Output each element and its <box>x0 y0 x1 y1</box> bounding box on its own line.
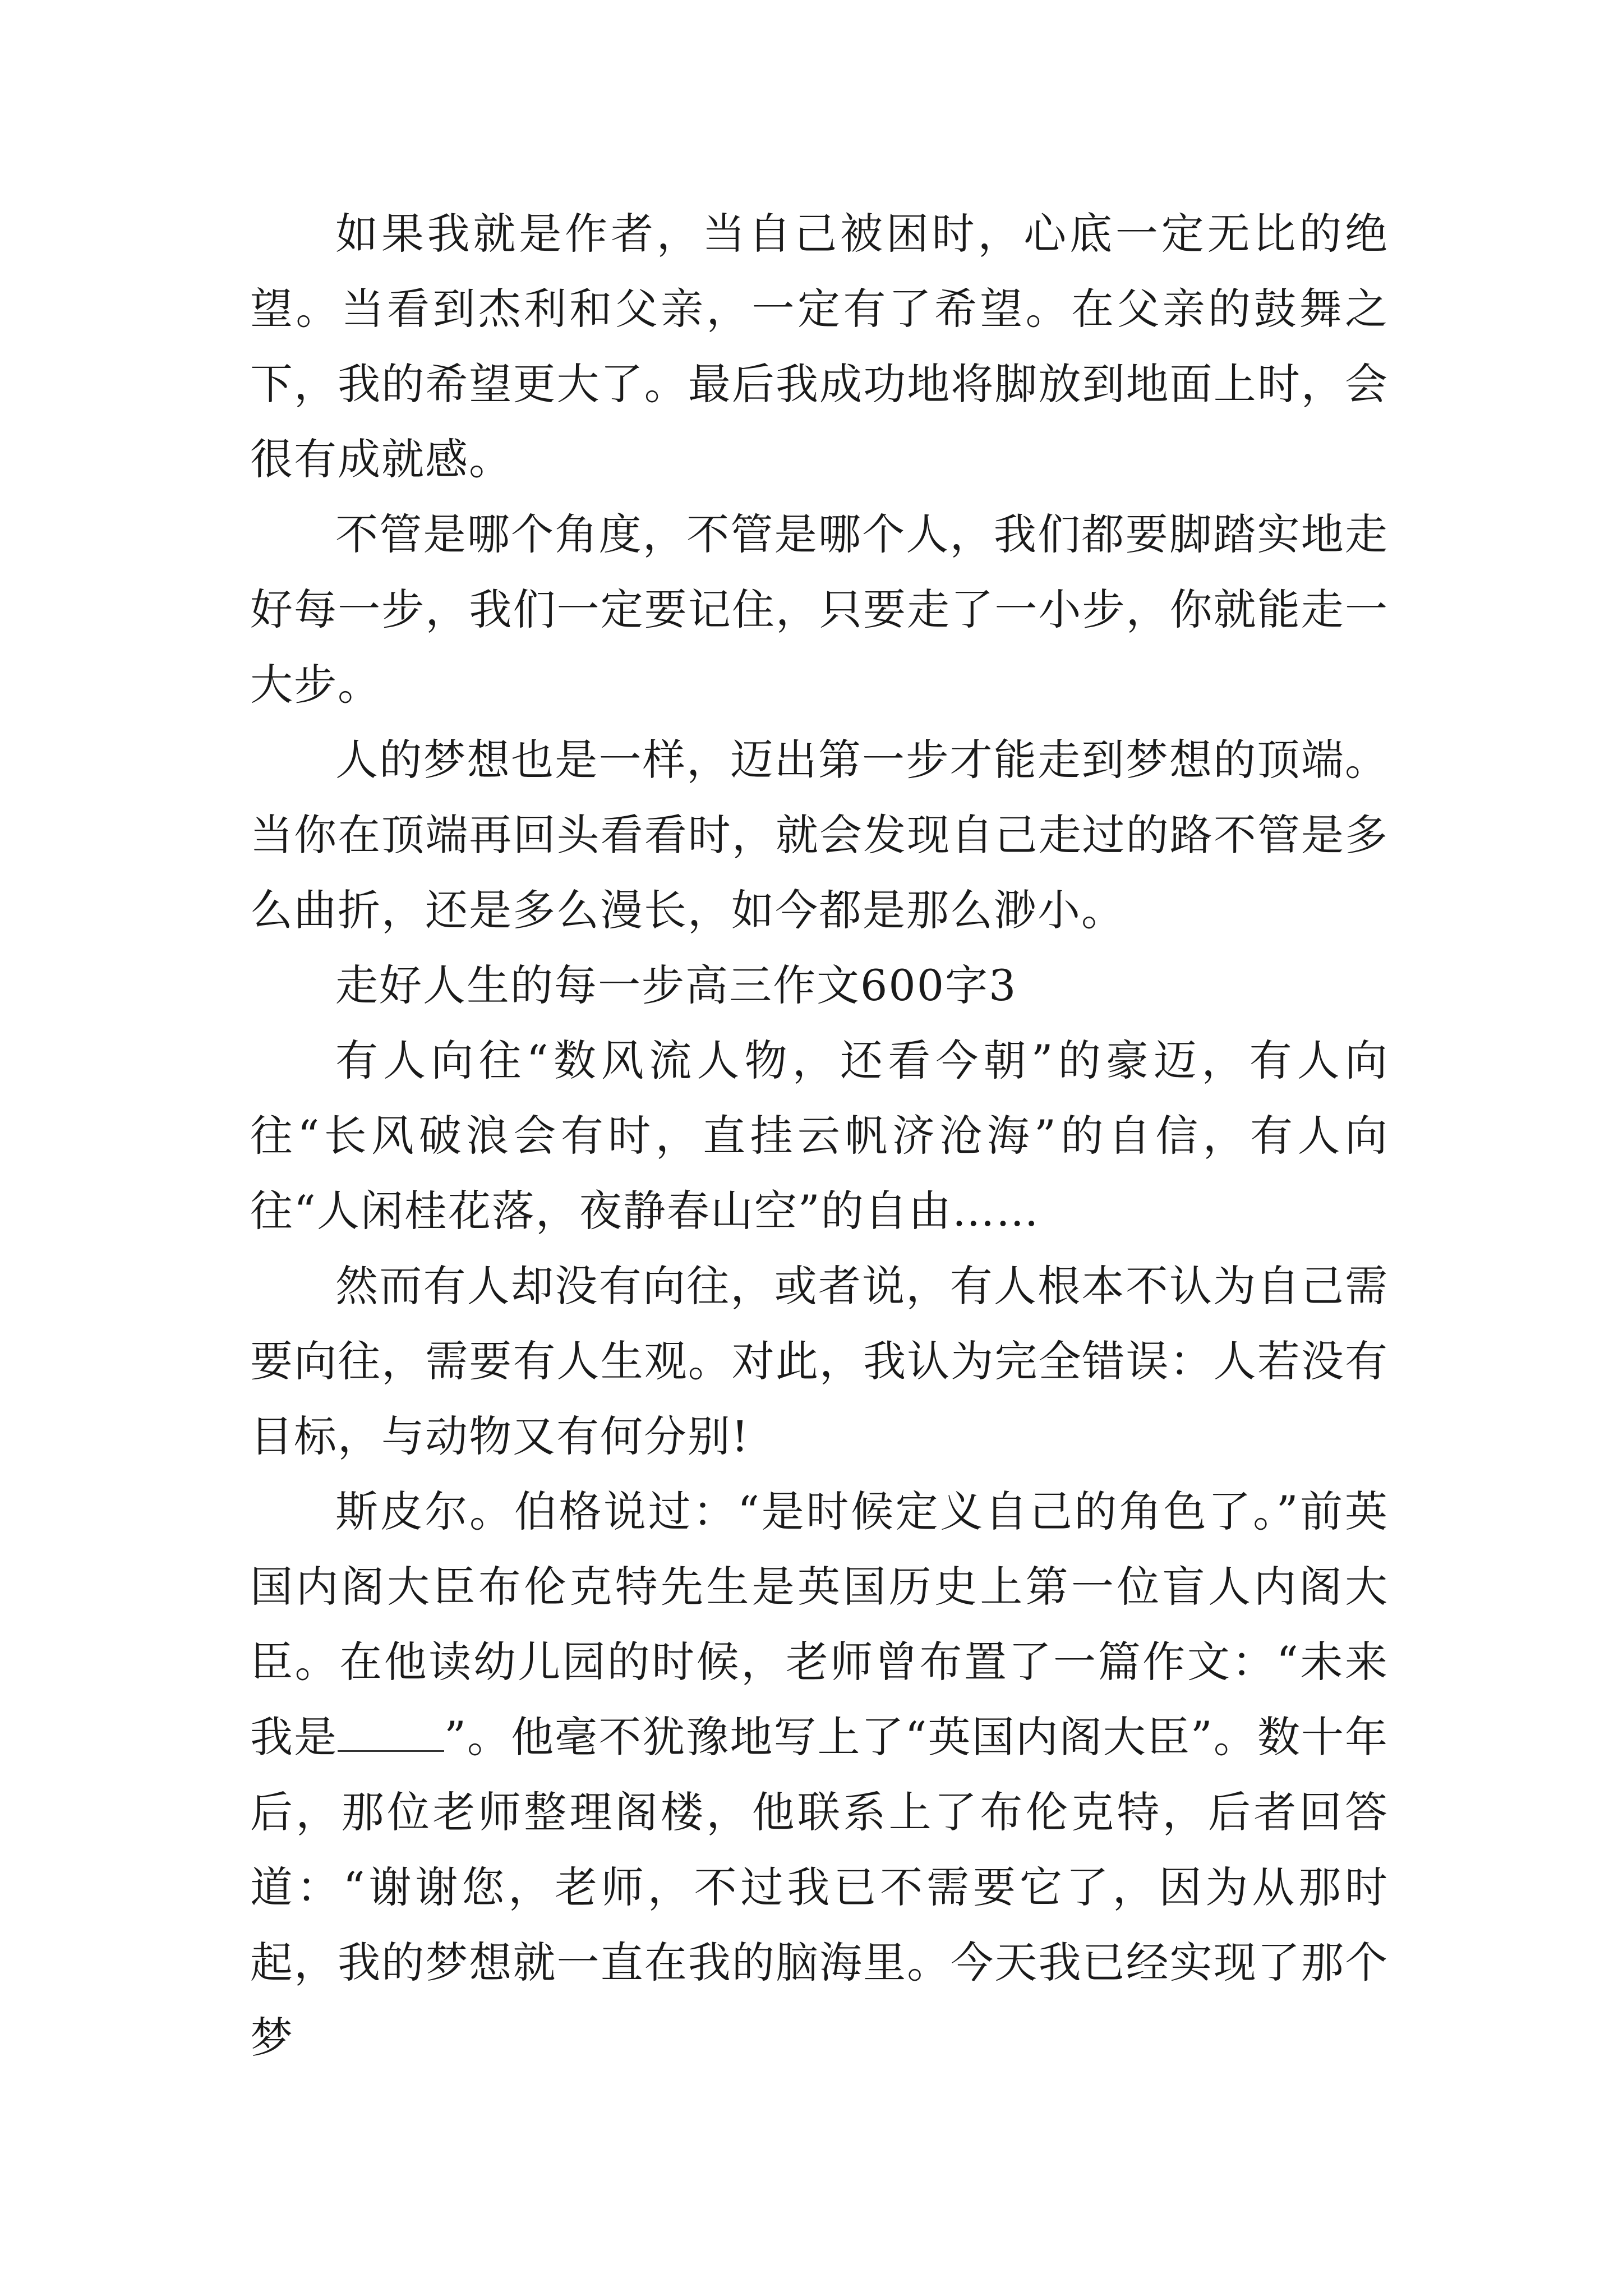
paragraph-no-aspiration: 然而有人却没有向往，或者说，有人根本不认为自己需要向往，需要有人生观。对此，我认为完全错误：人若没有目标，与动物又有何分别! <box>250 1261 1389 1461</box>
article-section-title: 走好人生的每一步高三作文600字3 <box>335 960 1017 1010</box>
paragraph-blunkett-story <box>250 1474 1389 2076</box>
blunkett-text-before-blank: 斯皮尔。伯格说过：“是时候定义自己的角色了。”前英国内阁大臣布伦克特先生是英国历史上第一位盲人内阁大臣。在他读幼儿园的时候，老师曾布置了一篇作文：“未来我是 <box>250 1487 1389 1762</box>
paragraph-dream-summit: 人的梦想也是一样，迈出第一步才能走到梦想的顶端。当你在顶端再回头看看时，就会发现自己走过的路不管是多么曲折，还是多么漫长，如今都是那么渺小。 <box>250 735 1389 935</box>
paragraph-imagine-author: 如果我就是作者，当自己被困时，心底一定无比的绝望。当看到杰利和父亲，一定有了希望。在父亲的鼓舞之下，我的希望更大了。最后我成功地将脚放到地面上时，会很有成就感。 <box>250 209 1389 484</box>
article-body <box>250 196 1389 2076</box>
fill-in-blank-line <box>338 1717 444 1752</box>
blunkett-text-after-blank: ”。他毫不犹豫地写上了“英国内阁大臣”。数十年后，那位老师整理阁楼，他联系上了布伦克特，后者回答道：“谢谢您，老师，不过我已不需要它了，因为从那时起，我的梦想就一直在我的脑海里。今天我已经实现了那个梦 <box>250 1712 1389 2063</box>
paragraph-step-by-step: 不管是哪个角度，不管是哪个人，我们都要脚踏实地走好每一步，我们一定要记住，只要走了一小步，你就能走一大步。 <box>250 509 1389 710</box>
paragraph-aspirations: 有人向往“数风流人物，还看今朝”的豪迈，有人向往“长风破浪会有时，直挂云帆济沧海”的自信，有人向往“人闲桂花落，夜静春山空”的自由…… <box>250 1036 1389 1236</box>
